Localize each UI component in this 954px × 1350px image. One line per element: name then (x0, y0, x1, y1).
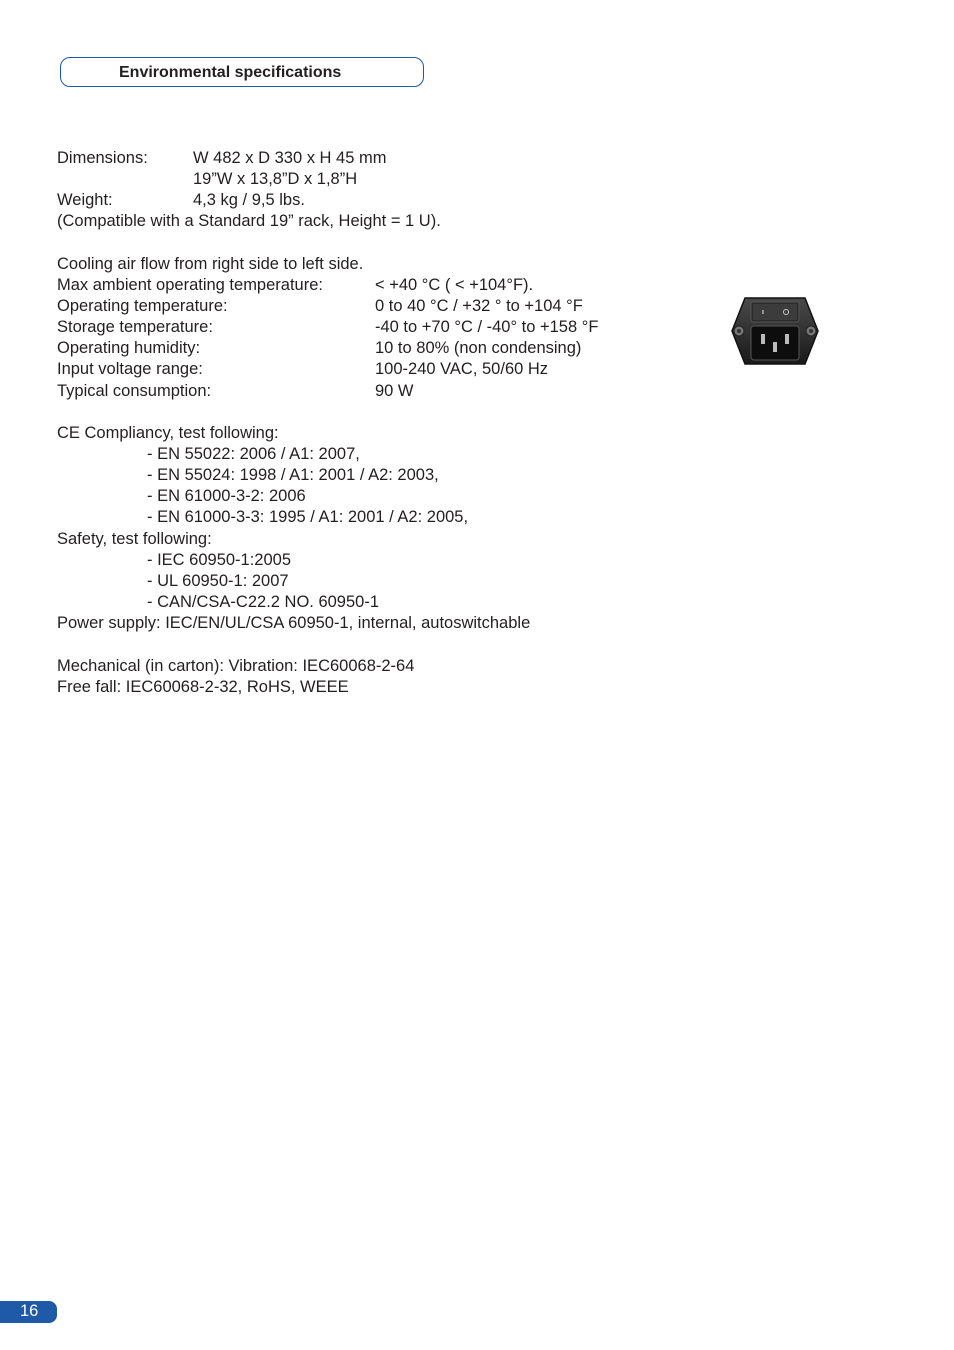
safety-heading: Safety, test following: (57, 530, 212, 548)
list-item: - IEC 60950-1:2005 (147, 551, 292, 569)
dimensions-label: Dimensions: (57, 149, 148, 167)
weight-value: 4,3 kg / 9,5 lbs. (193, 191, 305, 209)
list-item: - EN 61000-3-3: 1995 / A1: 2001 / A2: 2005, (147, 508, 469, 526)
spec-value: < +40 °C ( < +104°F). (375, 276, 534, 294)
dimensions-metric: W 482 x D 330 x H 45 mm (193, 149, 387, 167)
spec-value: 10 to 80% (non condensing) (375, 339, 582, 357)
spec-label: Storage temperature: (57, 318, 213, 336)
power-inlet-switch-icon (731, 296, 819, 366)
page-number: 16 (20, 1302, 39, 1320)
page-number-tab (0, 1301, 57, 1323)
section-header (60, 57, 424, 87)
list-item: - EN 55022: 2006 / A1: 2007, (147, 445, 360, 463)
spec-value: 100-240 VAC, 50/60 Hz (375, 360, 549, 378)
section-title: Environmental specifications (119, 64, 342, 81)
spec-label: Input voltage range: (57, 360, 203, 378)
free-fall-spec: Free fall: IEC60068-2-32, RoHS, WEEE (57, 678, 349, 696)
spec-label: Typical consumption: (57, 382, 212, 400)
spec-label: Operating humidity: (57, 339, 201, 357)
rack-note: (Compatible with a Standard 19” rack, Height = 1 U). (57, 212, 441, 230)
ce-heading: CE Compliancy, test following: (57, 424, 279, 442)
dimensions-imperial: 19”W x 13,8”D x 1,8”H (193, 170, 358, 188)
vibration-spec: Mechanical (in carton): Vibration: IEC60068-2-64 (57, 657, 415, 675)
power-supply-note: Power supply: IEC/EN/UL/CSA 60950-1, internal, autoswitchable (57, 614, 531, 632)
spec-value: 90 W (375, 382, 414, 400)
list-item: - EN 61000-3-2: 2006 (147, 487, 306, 505)
spec-label: Max ambient operating temperature: (57, 276, 323, 294)
list-item: - EN 55024: 1998 / A1: 2001 / A2: 2003, (147, 466, 439, 484)
spec-label: Operating temperature: (57, 297, 228, 315)
list-item: - UL 60950-1: 2007 (147, 572, 289, 590)
spec-value: -40 to +70 °C / -40° to +158 °F (375, 318, 599, 336)
spec-value: 0 to 40 °C / +32 ° to +104 °F (375, 297, 583, 315)
weight-label: Weight: (57, 191, 113, 209)
list-item: - CAN/CSA-C22.2 NO. 60950-1 (147, 593, 380, 611)
cooling-note: Cooling air flow from right side to left side. (57, 255, 364, 273)
